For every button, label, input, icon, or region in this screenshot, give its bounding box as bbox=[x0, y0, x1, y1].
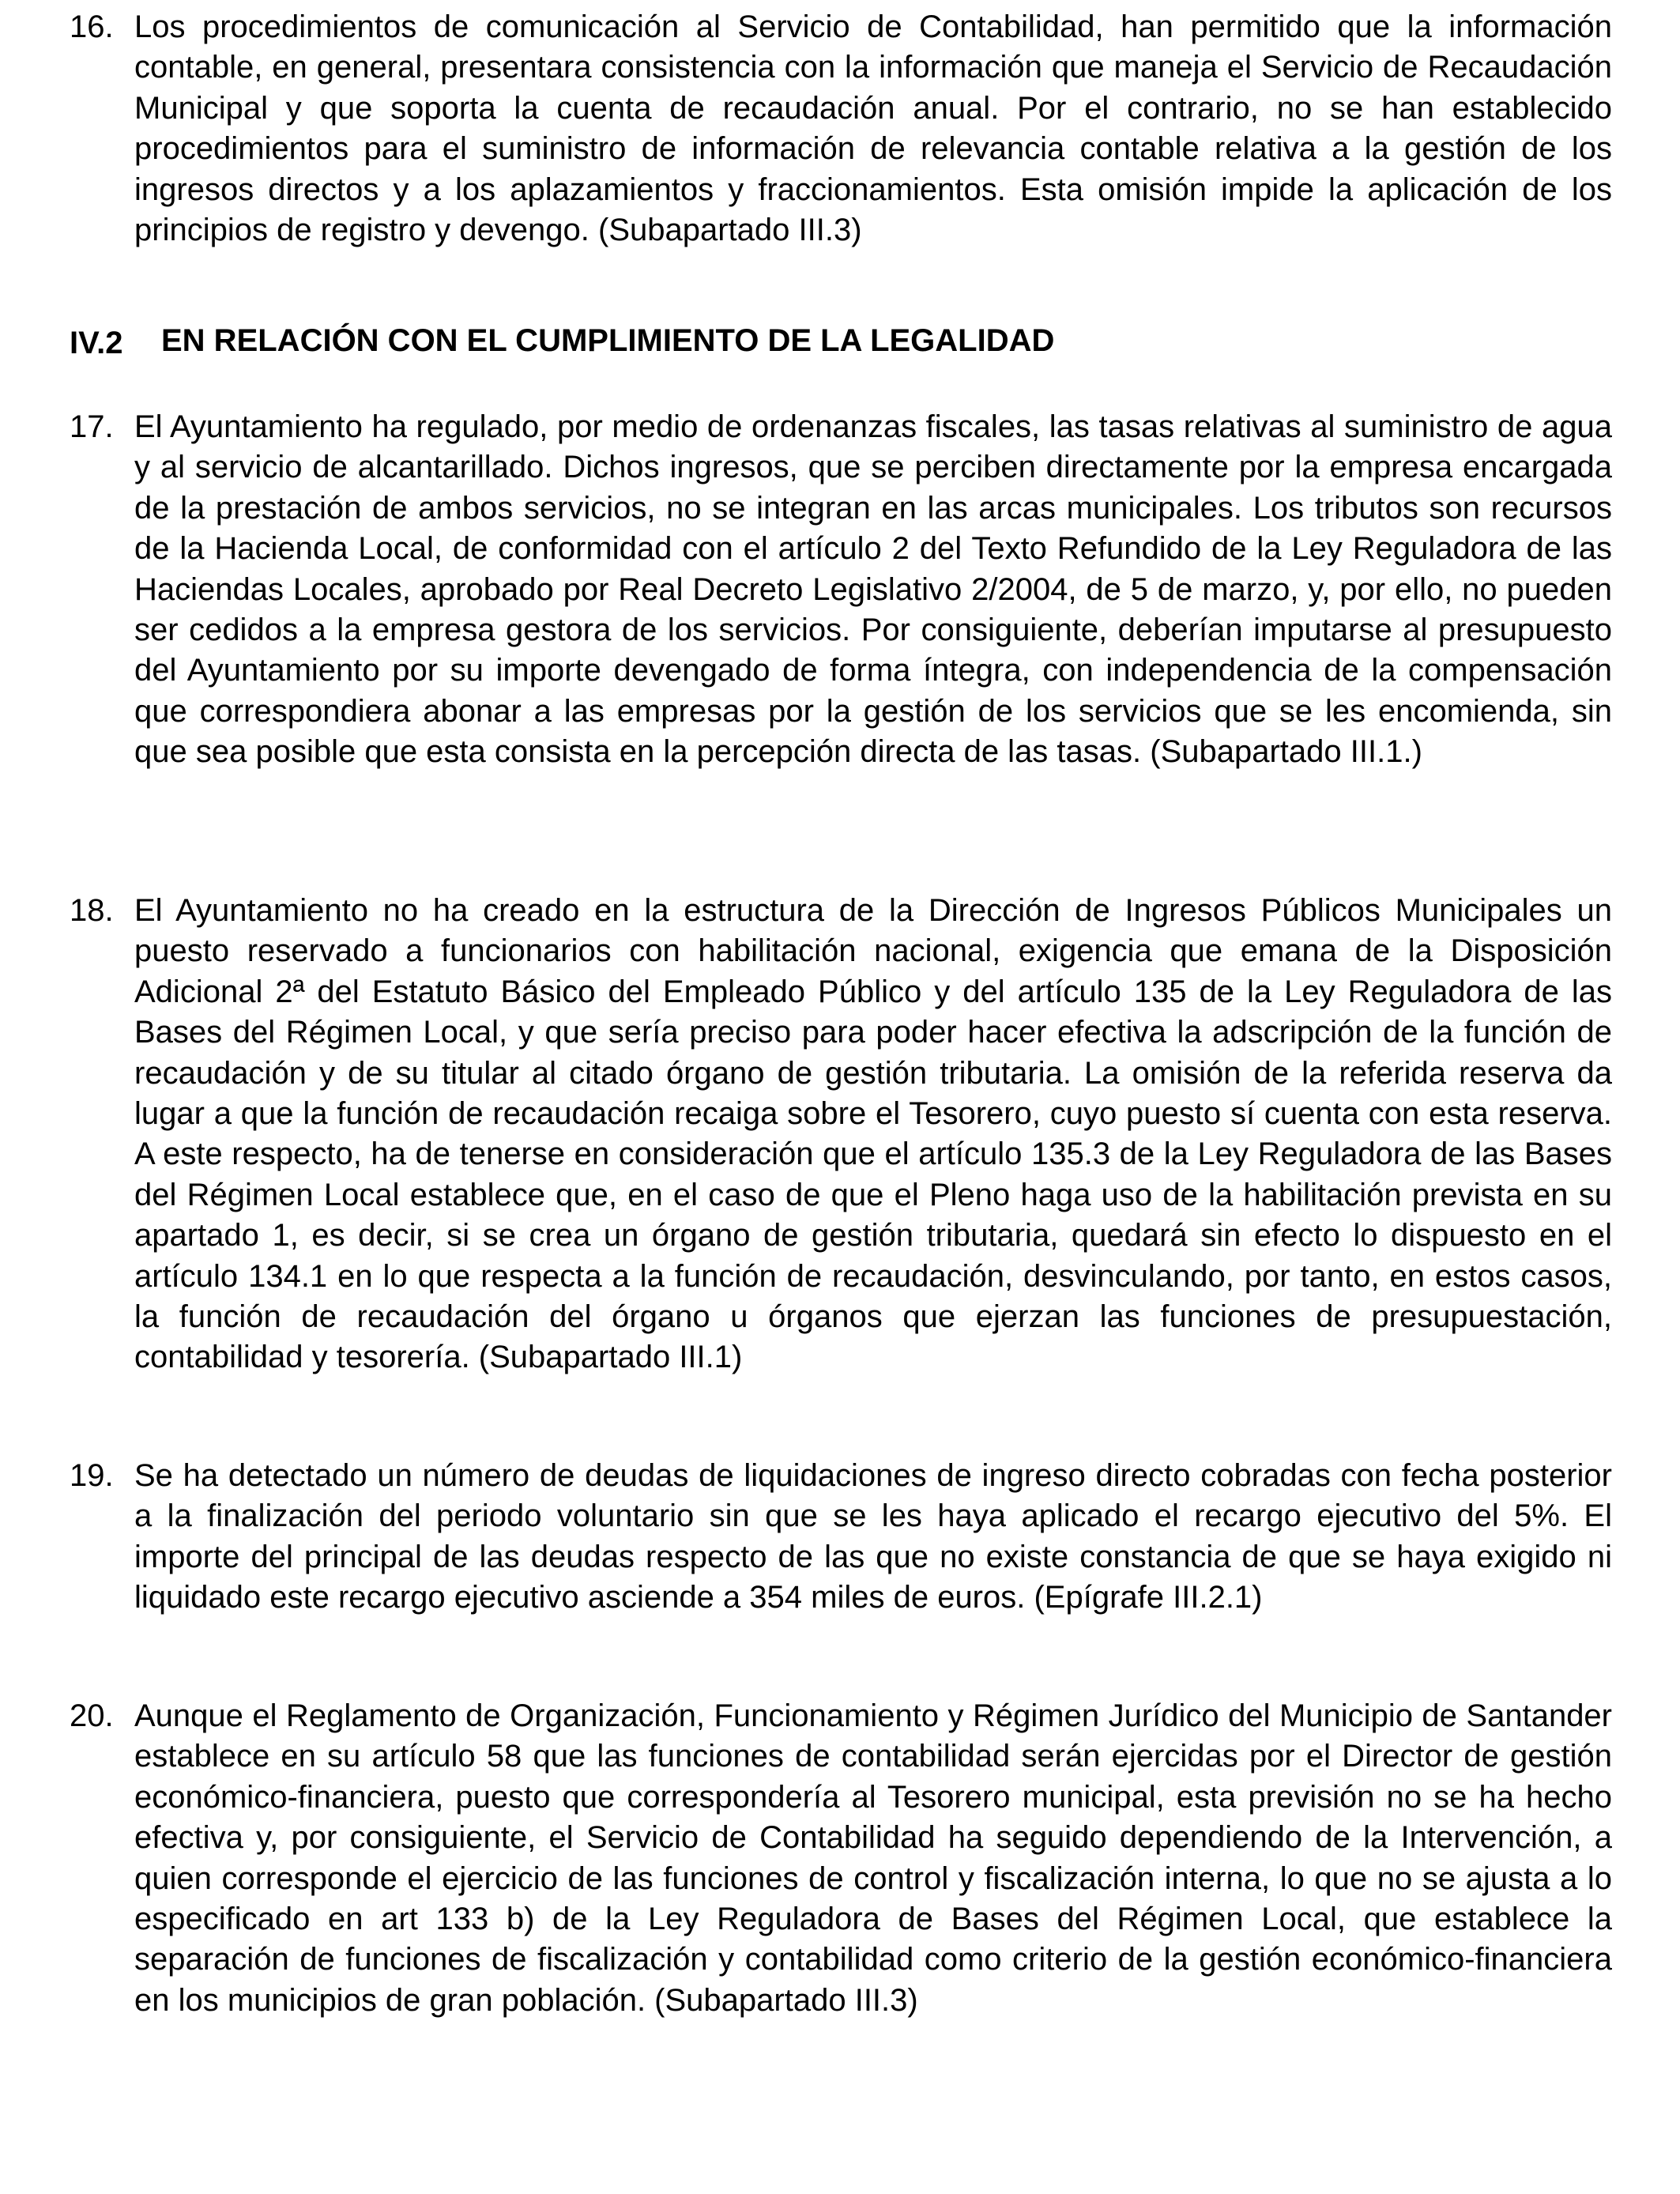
item-number: 16. bbox=[70, 9, 114, 44]
item-text: El Ayuntamiento ha regulado, por medio de ordenanzas fiscales, las tasas relativas al suministro de agua y al servicio de alcantarillado. Dichos ingresos, que se perciben directamente por la empresa encargada de la prestación de ambos servicios, no se integran en las arcas municipales. Los tributos son recursos de la Hacienda Local, de conformidad con el artículo 2 del Texto Refundido de la Ley Reguladora de las Haciendas Locales, aprobado por Real Decreto Legislativo 2/2004, de 5 de marzo, y, por ello, no pueden ser cedidos a la empresa gestora de los servicios. Por consiguiente, deberían imputarse al presupuesto del Ayuntamiento por su importe devengado de forma íntegra, con independencia de la compensación que correspondiera abonar a las empresas por la gestión de los servicios que se les encomienda, sin que sea posible que esta consista en la percepción directa de las tasas. (Subapartado III.1.) bbox=[134, 409, 1612, 770]
item-text: Los procedimientos de comunicación al Servicio de Contabilidad, han permitido que la información contable, en general, presentara consistencia con la información que maneja el Servicio de Recaudación Municipal y que soporta la cuenta de recaudación anual. Por el contrario, no se han establecido procedimientos para el suministro de información de relevancia contable relativa a la gestión de los ingresos directos y a los aplazamientos y fraccionamientos. Esta omisión impide la aplicación de los principios de registro y devengo. (Subapartado III.3) bbox=[134, 9, 1612, 248]
list-item-16 bbox=[70, 7, 1612, 251]
item-text: Aunque el Reglamento de Organización, Funcionamiento y Régimen Jurídico del Municipio de Santander establece en su artículo 58 que las funciones de contabilidad serán ejercidas por el Director de gestión económico-financiera, puesto que correspondería al Tesorero municipal, esta previsión no se ha hecho efectiva y, por consiguiente, el Servicio de Contabilidad ha seguido dependiendo de la Intervención, a quien corresponde el ejercicio de las funciones de control y fiscalización interna, lo que no se ajusta a lo especificado en art 133 b) de la Ley Reguladora de Bases del Régimen Local, que establece la separación de funciones de fiscalización y contabilidad como criterio de la gestión económico-financiera en los municipios de gran población. (Subapartado III.3) bbox=[134, 1698, 1612, 2018]
item-number: 18. bbox=[70, 893, 114, 928]
section-number: IV.2 bbox=[70, 326, 123, 360]
list-item-20 bbox=[70, 1696, 1612, 2021]
list-item-19 bbox=[70, 1456, 1612, 1619]
item-number: 19. bbox=[70, 1458, 114, 1493]
item-number: 17. bbox=[70, 409, 114, 444]
item-text: El Ayuntamiento no ha creado en la estructura de la Dirección de Ingresos Públicos Municipales un puesto reservado a funcionarios con habilitación nacional, exigencia que emana de la Disposición Adicional 2ª del Estatuto Básico del Empleado Público y del artículo 135 de la Ley Reguladora de las Bases del Régimen Local, y que sería preciso para poder hacer efectiva la adscripción de la función de recaudación y de su titular al citado órgano de gestión tributaria. La omisión de la referida reserva da lugar a que la función de recaudación recaiga sobre el Tesorero, cuyo puesto sí cuenta con esta reserva. A este respecto, ha de tenerse en consideración que el artículo 135.3 de la Ley Reguladora de las Bases del Régimen Local establece que, en el caso de que el Pleno haga uso de la habilitación prevista en su apartado 1, es decir, si se crea un órgano de gestión tributaria, quedará sin efecto lo dispuesto en el artículo 134.1 en lo que respecta a la función de recaudación, desvinculando, por tanto, en estos casos, la función de recaudación del órgano u órganos que ejerzan las funciones de presupuestación, contabilidad y tesorería. (Subapartado III.1) bbox=[134, 893, 1612, 1375]
section-title: EN RELACIÓN CON EL CUMPLIMIENTO DE LA LEGALIDAD bbox=[161, 323, 1055, 358]
section-heading bbox=[70, 323, 1612, 361]
list-item-17 bbox=[70, 407, 1612, 773]
item-text: Se ha detectado un número de deudas de liquidaciones de ingreso directo cobradas con fecha posterior a la finalización del periodo voluntario sin que se les haya aplicado el recargo ejecutivo del 5%. El importe del principal de las deudas respecto de las que no existe constancia de que se haya exigido ni liquidado este recargo ejecutivo asciende a 354 miles de euros. (Epígrafe III.2.1) bbox=[134, 1458, 1612, 1615]
list-item-18 bbox=[70, 891, 1612, 1378]
item-number: 20. bbox=[70, 1698, 114, 1733]
